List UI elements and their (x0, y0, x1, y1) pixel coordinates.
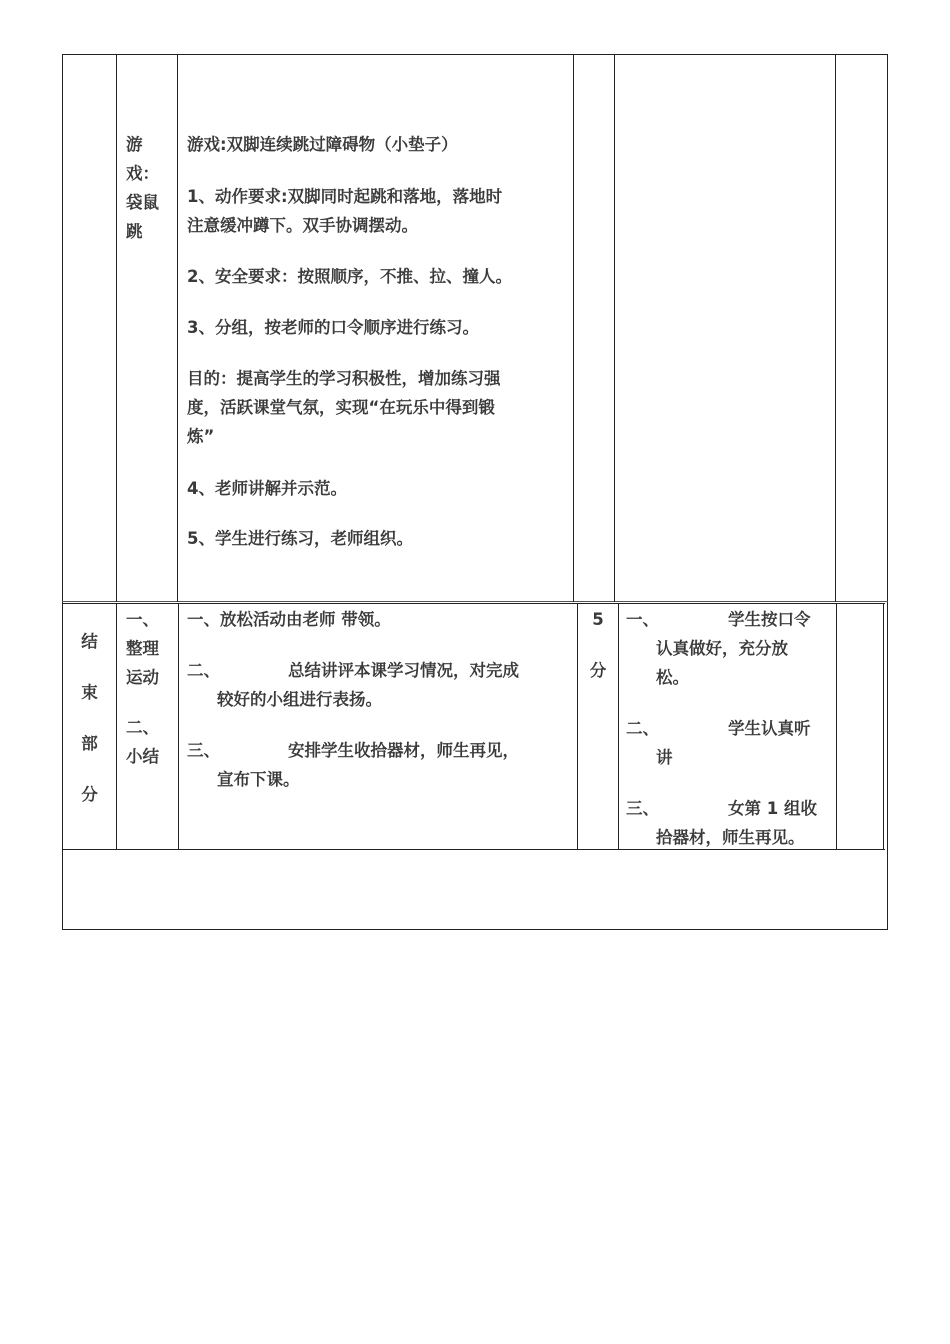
content-line: 2、安全要求：按照顺序，不推、拉、撞人。 (187, 267, 512, 286)
content-line: 5、学生进行练习，老师组织。 (187, 529, 413, 548)
content-line: 1、动作要求:双脚同时起跳和落地，落地时 (187, 187, 503, 206)
list-number: 二、 (626, 719, 659, 738)
org-line: 松。 (656, 668, 689, 687)
content-line: 3、分组，按老师的口令顺序进行练习。 (187, 318, 479, 337)
content-line: 总结讲评本课学习情况，对完成 (288, 661, 519, 680)
content-line: 度，活跃课堂气氛，实现“在玩乐中得到锻 (187, 398, 495, 417)
content-line: 炼” (187, 427, 215, 446)
org-line: 学生按口令 (728, 610, 811, 629)
col-divider (883, 603, 884, 850)
list-number: 二、 (187, 661, 220, 680)
activity-label-line: 小结 (126, 747, 159, 766)
col-divider (116, 54, 117, 602)
col-divider (835, 54, 836, 602)
col-divider (178, 603, 179, 850)
list-number: 三、 (187, 741, 220, 760)
section-label-char: 分 (81, 785, 98, 804)
table-border-right (887, 54, 888, 930)
lesson-plan-table (62, 54, 888, 930)
section-label-char: 束 (81, 683, 98, 702)
content-line: 较好的小组进行表扬。 (217, 690, 382, 709)
list-number: 一、 (626, 610, 659, 629)
activity-label-line: 二、 (126, 718, 159, 737)
time-value: 5 (592, 610, 604, 629)
activity-label-line: 跳 (126, 222, 143, 241)
org-line: 讲 (656, 748, 673, 767)
row-divider (62, 603, 885, 604)
org-line: 女第 1 组收 (728, 799, 817, 818)
content-line: 安排学生收拾器材，师生再见， (288, 741, 519, 760)
org-line: 学生认真听 (728, 719, 811, 738)
activity-label-line: 游 (126, 135, 143, 154)
activity-label-line: 袋鼠 (126, 193, 159, 212)
section-label-char: 部 (81, 734, 98, 753)
col-divider (618, 603, 619, 850)
time-unit: 分 (589, 661, 607, 680)
section-label-char: 结 (81, 632, 98, 651)
col-divider (573, 54, 574, 602)
content-line: 4、老师讲解并示范。 (187, 479, 347, 498)
org-line: 认真做好，充分放 (656, 639, 788, 658)
org-line: 拾器材，师生再见。 (656, 828, 805, 847)
content-line: 宣布下课。 (217, 770, 300, 789)
activity-label-line: 整理 (126, 639, 159, 658)
row-divider (62, 601, 888, 602)
activity-label-line: 运动 (126, 668, 159, 687)
col-divider (177, 54, 178, 602)
activity-label-line: 戏： (126, 164, 159, 183)
activity-label-line: 一、 (126, 610, 159, 629)
col-divider (577, 603, 578, 850)
list-number: 三、 (626, 799, 659, 818)
content-line: 注意缓冲蹲下。双手协调摆动。 (187, 216, 418, 235)
table-border-bottom (62, 929, 888, 930)
table-border-top (62, 54, 888, 55)
content-line: 一、放松活动由老师 带领。 (187, 610, 391, 629)
col-divider (614, 54, 615, 602)
col-divider (836, 603, 837, 850)
content-line: 目的：提高学生的学习积极性，增加练习强 (187, 369, 501, 388)
game-title: 游戏:双脚连续跳过障碍物（小垫子） (187, 135, 458, 154)
notes-row-empty (63, 850, 887, 929)
